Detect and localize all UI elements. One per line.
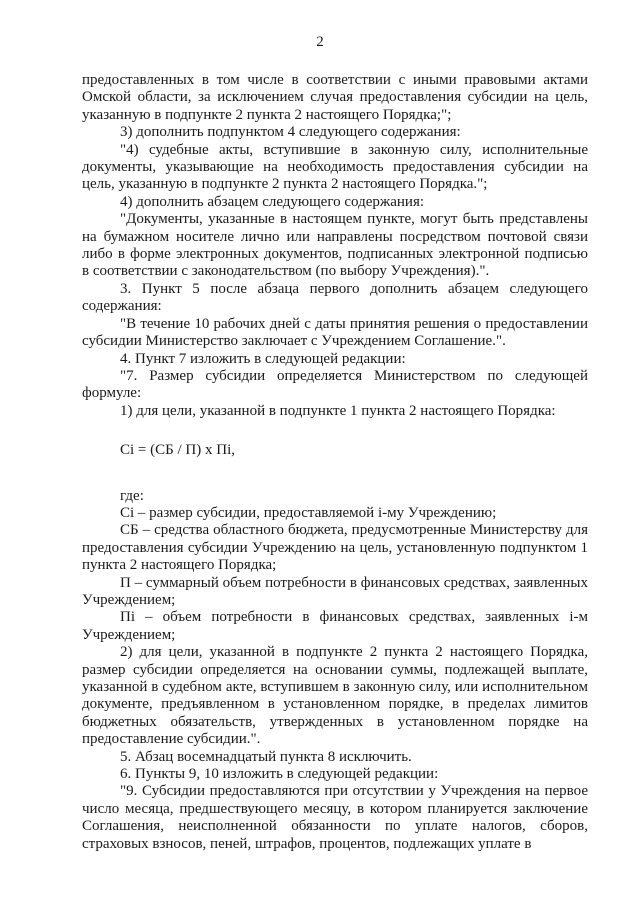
paragraph: 3. Пункт 5 после абзаца первого дополнить абзацем следующего содержания: [82,280,588,315]
paragraph: 5. Абзац восемнадцатый пункта 8 исключить. [120,748,412,765]
paragraph: "7. Размер субсидии определяется Министерством по следующей формуле: [82,367,588,402]
paragraph: предоставленных в том числе в соответствии с иными правовыми актами Омской области, за исключением случая предоставления субсидии на цель, указанную в подпункте 2 пункта 2 настоящего Порядка;"; [82,72,588,123]
paragraph: 3) дополнить подпунктом 4 следующего содержания: [120,124,461,141]
paragraph: "9. Субсидии предоставляются при отсутствии у Учреждения на первое число месяца, предшествующего месяцу, в котором планируется заключение Соглашения, неисполненной обязанности по уплате налогов, сборов, страховых взносов, пеней, штрафов, процентов, подлежащих уплате в [82,783,588,852]
page-number: 2 [316,34,324,50]
paragraph: "Документы, указанные в настоящем пункте, могут быть представлены на бумажном носителе лично или направлены посредством почтовой связи либо в форме электронных документов, подписанных электронной подписью в соответствии с законодательством (по выбору Учреждения).". [82,211,588,280]
paragraph: 4) дополнить абзацем следующего содержания: [120,193,425,210]
formula: Сi = (СБ / П) х Пi, [120,442,235,459]
paragraph: П – суммарный объем потребности в финансовых средствах, заявленных Учреждением; [82,574,588,608]
paragraph: "4) судебные акты, вступившие в законную силу, исполнительные документы, указывающие на необходимость предоставления субсидии на цель, указанную в подпункте 2 пункта 2 настоящего Порядка."; [82,141,588,193]
paragraph: "В течение 10 рабочих дней с даты принятия решения о предоставлении субсидии Министерство заключает с Учреждением Соглашение.". [82,315,588,350]
paragraph: 4. Пункт 7 изложить в следующей редакции: [120,350,406,367]
paragraph: Сi – размер субсидии, предоставляемой i-му Учреждению; [120,504,497,521]
paragraph: Пi – объем потребности в финансовых средствах, заявленных i-м Учреждением; [82,609,588,643]
paragraph: 1) для цели, указанной в подпункте 1 пункта 2 настоящего Порядка: [120,402,556,419]
paragraph: СБ – средства областного бюджета, предусмотренные Министерству для предоставления субсидии Учреждению на цель, установленную подпунктом 1 пункта 2 настоящего Порядка; [82,522,588,574]
paragraph: 6. Пункты 9, 10 изложить в следующей редакции: [120,766,439,783]
document-body [82,72,588,853]
paragraph: 2) для цели, указанной в подпункте 2 пункта 2 настоящего Порядка, размер субсидии определяется на основании суммы, подлежащей выплате, указанной в судебном акте, вступившем в законную силу, или исполнительном документе, предъявленном в установленном порядке, в пределах лимитов бюджетных обязательств, утвержденных в установленном порядке на предоставление субсидии.". [82,644,588,748]
paragraph: где: [120,487,144,504]
